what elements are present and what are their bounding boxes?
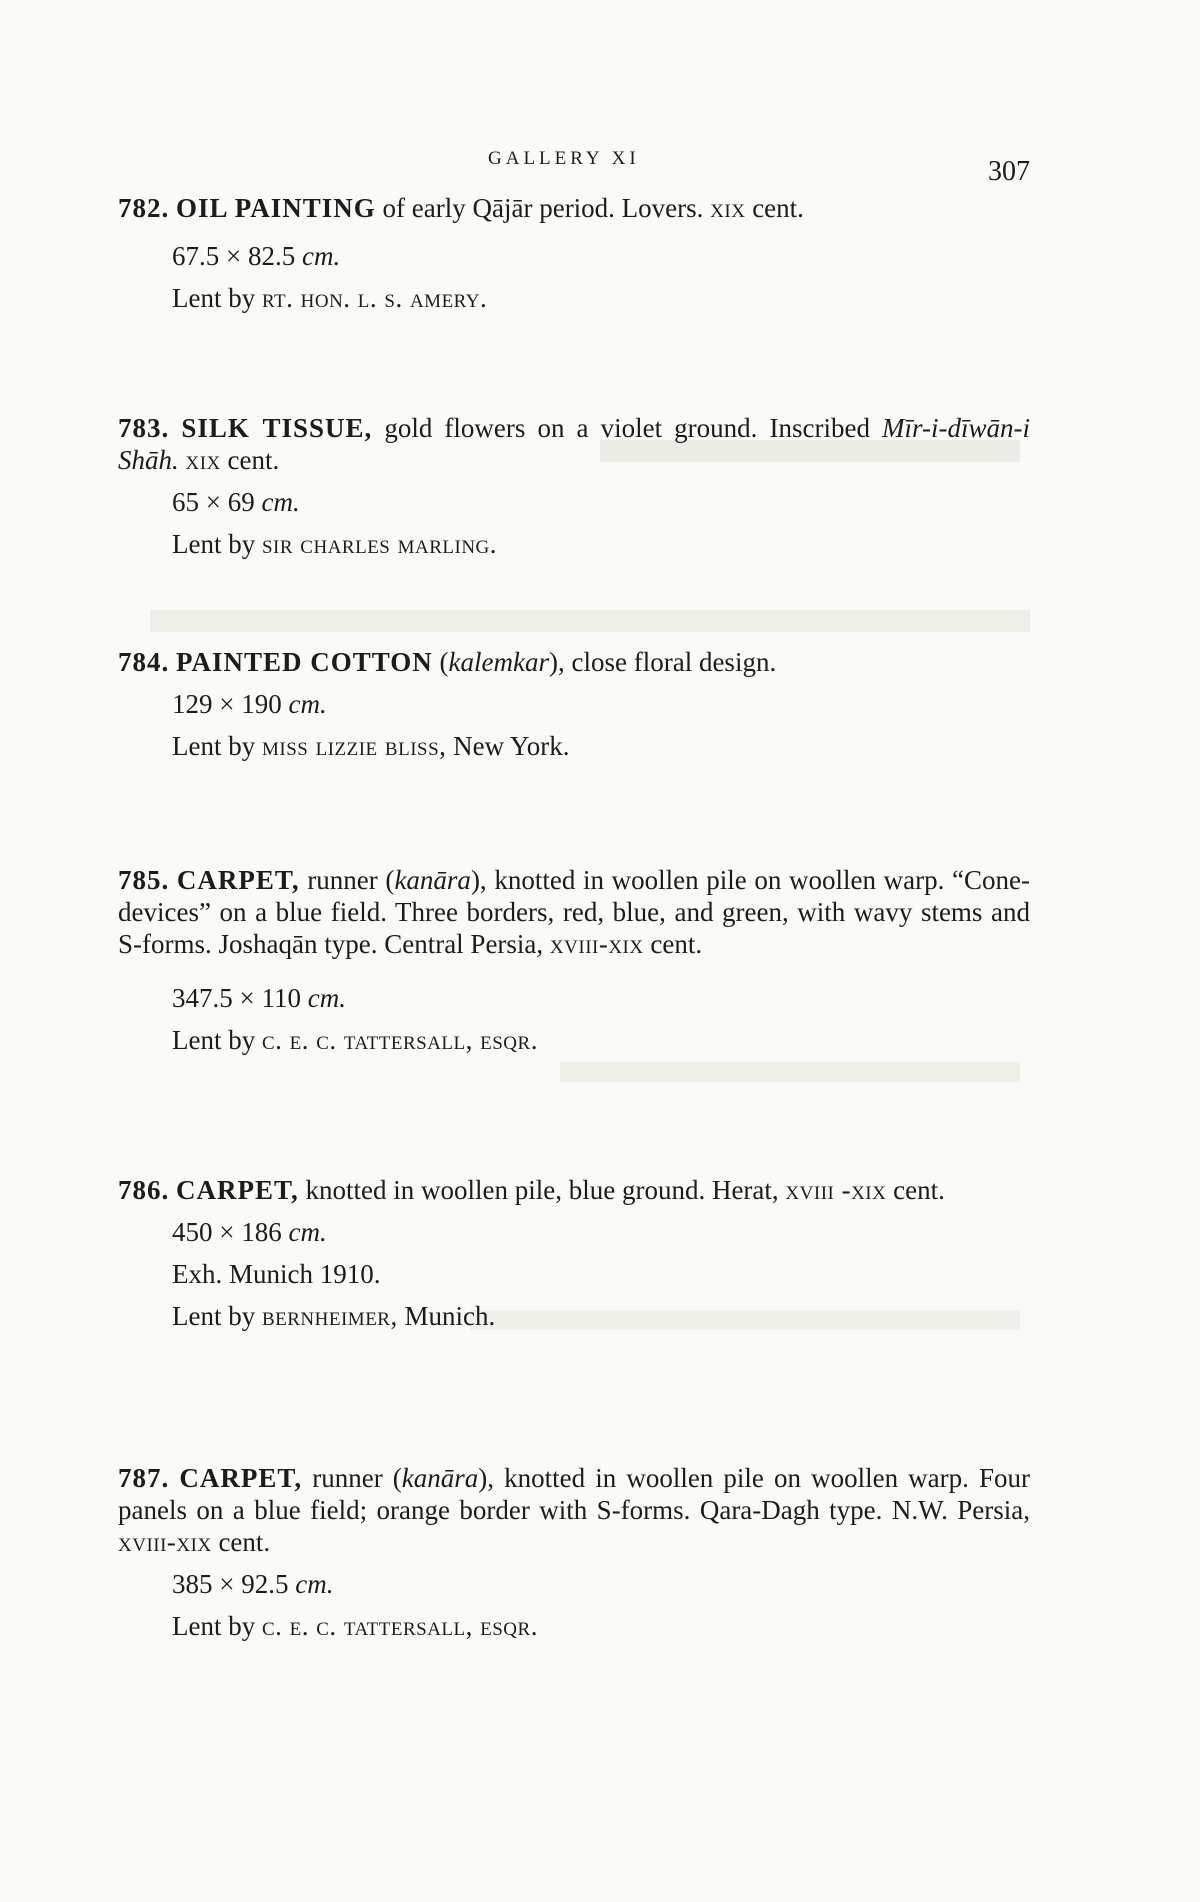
entry-dimensions: 67.5 × 82.5 cm. <box>172 241 341 271</box>
entry-text: knotted in woollen pile, blue ground. Herat, <box>298 1175 786 1205</box>
entry-title: SILK TISSUE, <box>181 413 373 443</box>
entry-dimensions: 385 × 92.5 cm. <box>172 1569 334 1599</box>
show-through-bleed <box>560 1062 1020 1082</box>
entry-number: 782. <box>118 193 170 223</box>
entry-number: 787. <box>118 1463 170 1493</box>
entry-description <box>118 412 1030 476</box>
page-header <box>0 148 1200 188</box>
entry-term: kanāra <box>401 1463 479 1493</box>
entry-description <box>118 864 1030 960</box>
entry-dimensions: 347.5 × 110 cm. <box>172 983 346 1013</box>
entry-dimensions: 65 × 69 cm. <box>172 487 300 517</box>
entry-number: 785. <box>118 865 170 895</box>
catalogue-entry-784 <box>118 646 1030 762</box>
entry-term: kalemkar <box>448 647 550 677</box>
entry-text: cent. <box>643 929 703 959</box>
catalogue-entry-782 <box>118 192 1030 314</box>
entry-number: 783. <box>118 413 170 443</box>
page-number: 307 <box>988 156 1030 187</box>
entry-text: of early Qājār period. Lovers. <box>375 193 711 223</box>
entry-exhibition: Exh. Munich 1910. <box>172 1259 381 1289</box>
entry-text: runner ( <box>299 865 395 895</box>
entry-century: xix <box>185 445 221 475</box>
entry-title: PAINTED COTTON <box>176 647 433 677</box>
entry-description <box>118 646 1030 678</box>
entry-lender: Lent by sir charles marling. <box>172 529 498 559</box>
entry-dimensions: 450 × 186 cm. <box>172 1217 327 1247</box>
entry-century: xviii-xix <box>118 1527 212 1557</box>
entry-text: ), knotted in woollen pile on woollen warp. “Cone-devices” on a blue field. Three borders, red, blue, and green, with wavy stems and S-forms. Joshaqān type. Central Persia, <box>118 865 1030 959</box>
catalogue-entry-783 <box>118 412 1030 560</box>
entry-text: ), knotted in woollen pile on woollen warp. Four panels on a blue field; orange border with S-forms. Qara-Dagh type. N.W. Persia, <box>118 1463 1031 1525</box>
entry-text: cent. <box>745 193 804 223</box>
entry-text: gold flowers on a violet ground. Inscribed <box>372 413 883 443</box>
entry-lender: Lent by rt. hon. l. s. amery. <box>172 283 488 313</box>
entry-text: cent. <box>220 445 280 475</box>
catalogue-entry-787 <box>118 1462 1030 1642</box>
catalogue-entry-786 <box>118 1174 1030 1332</box>
entry-number: 784. <box>118 647 170 677</box>
entry-title: OIL PAINTING <box>176 193 376 223</box>
entry-inscription: Mīr-i-dīwān-i Shāh. <box>118 413 1030 475</box>
entry-description <box>118 1174 1030 1206</box>
entry-title: CARPET, <box>179 1463 303 1493</box>
entry-lender: Lent by miss lizzie bliss, New York. <box>172 731 570 761</box>
entry-text: cent. <box>886 1175 945 1205</box>
entry-term: kanāra <box>394 865 471 895</box>
entry-lender: Lent by bernheimer, Munich. <box>172 1301 496 1331</box>
entry-text: ), close floral design. <box>549 647 777 677</box>
entry-text: ( <box>432 647 449 677</box>
entry-century: xviii-xix <box>549 929 644 959</box>
entry-title: CARPET, <box>176 865 300 895</box>
entry-century: xviii -xix <box>785 1175 887 1205</box>
entry-text: runner ( <box>302 1463 402 1493</box>
entry-dimensions: 129 × 190 cm. <box>172 689 327 719</box>
entry-number: 786. <box>118 1175 170 1205</box>
show-through-bleed <box>150 610 1030 632</box>
entry-text: cent. <box>211 1527 271 1557</box>
entry-description <box>118 192 1030 224</box>
running-title: GALLERY XI <box>488 148 640 169</box>
catalogue-entry-785 <box>118 864 1030 1056</box>
entry-description <box>118 1462 1030 1558</box>
entry-title: CARPET, <box>176 1175 299 1205</box>
entry-lender: Lent by c. e. c. tattersall, esqr. <box>172 1611 538 1641</box>
entry-century: xix <box>710 193 746 223</box>
entry-lender: Lent by c. e. c. tattersall, esqr. <box>172 1025 538 1055</box>
